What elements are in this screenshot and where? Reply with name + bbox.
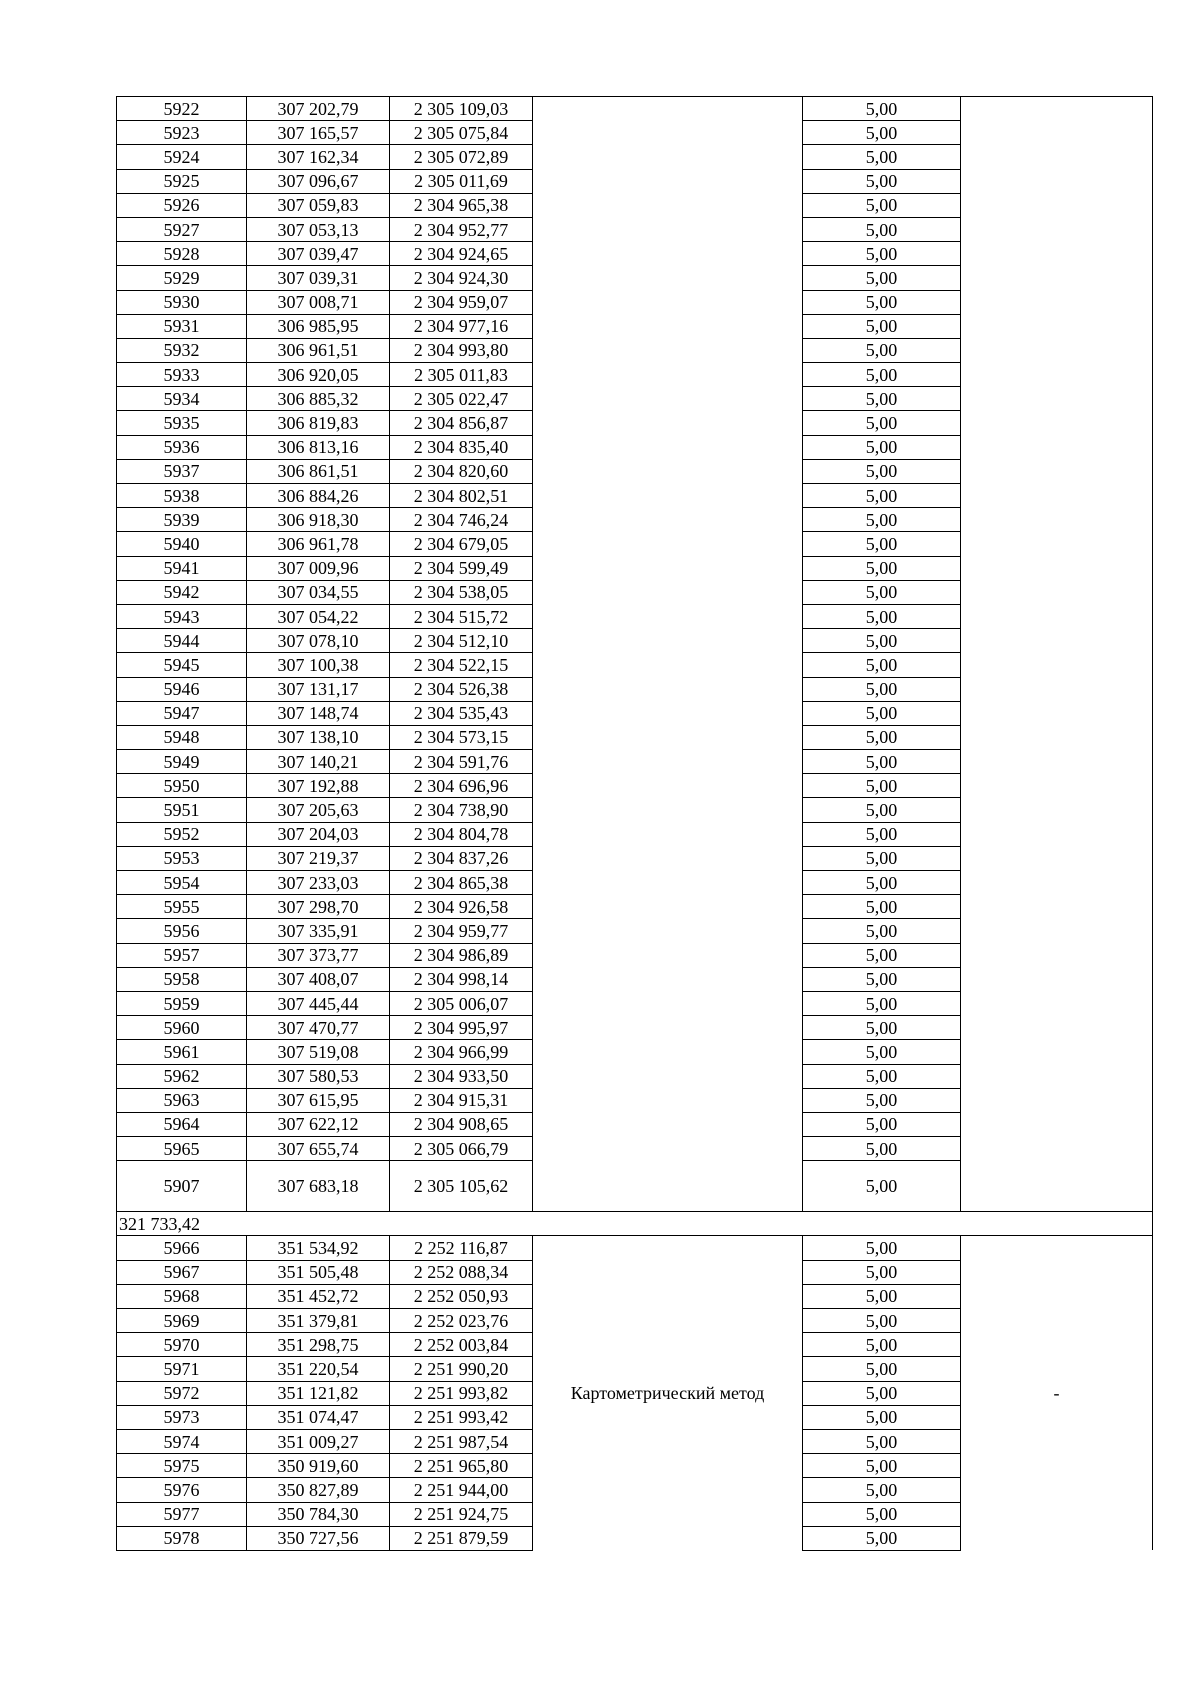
accuracy-cell: 5,00: [803, 242, 961, 266]
accuracy-cell: 5,00: [803, 169, 961, 193]
accuracy-cell: 5,00: [803, 217, 961, 241]
y-coordinate-cell: 2 304 966,99: [390, 1040, 533, 1064]
accuracy-cell: 5,00: [803, 1357, 961, 1381]
point-number-cell: 5964: [117, 1112, 247, 1136]
y-coordinate-cell: 2 251 990,20: [390, 1357, 533, 1381]
point-number-cell: 5973: [117, 1405, 247, 1429]
y-coordinate-cell: 2 251 993,82: [390, 1381, 533, 1405]
x-coordinate-cell: 306 885,32: [247, 387, 390, 411]
y-coordinate-cell: 2 304 696,96: [390, 774, 533, 798]
x-coordinate-cell: 307 096,67: [247, 169, 390, 193]
point-number-cell: 5943: [117, 604, 247, 628]
point-number-cell: 5969: [117, 1309, 247, 1333]
y-coordinate-cell: 2 304 993,80: [390, 338, 533, 362]
accuracy-cell: 5,00: [803, 1526, 961, 1550]
x-coordinate-cell: 351 505,48: [247, 1260, 390, 1284]
point-number-cell: 5960: [117, 1016, 247, 1040]
point-number-cell: 5936: [117, 435, 247, 459]
point-number-cell: 5939: [117, 508, 247, 532]
y-coordinate-cell: 2 304 526,38: [390, 677, 533, 701]
point-number-cell: 5977: [117, 1502, 247, 1526]
point-number-cell: 5938: [117, 484, 247, 508]
point-number-cell: 5968: [117, 1284, 247, 1308]
accuracy-cell: 5,00: [803, 991, 961, 1015]
x-coordinate-cell: 307 039,31: [247, 266, 390, 290]
y-coordinate-cell: 2 304 926,58: [390, 895, 533, 919]
point-number-cell: 5957: [117, 943, 247, 967]
accuracy-cell: 5,00: [803, 1161, 961, 1212]
x-coordinate-cell: 351 121,82: [247, 1381, 390, 1405]
y-coordinate-cell: 2 304 959,77: [390, 919, 533, 943]
accuracy-cell: 5,00: [803, 1088, 961, 1112]
point-number-cell: 5951: [117, 798, 247, 822]
x-coordinate-cell: 351 534,92: [247, 1236, 390, 1260]
y-coordinate-cell: 2 305 072,89: [390, 145, 533, 169]
x-coordinate-cell: 307 580,53: [247, 1064, 390, 1088]
point-number-cell: 5923: [117, 121, 247, 145]
x-coordinate-cell: 350 827,89: [247, 1478, 390, 1502]
x-coordinate-cell: 307 100,38: [247, 653, 390, 677]
x-coordinate-cell: 306 961,51: [247, 338, 390, 362]
y-coordinate-cell: 2 304 522,15: [390, 653, 533, 677]
accuracy-cell: 5,00: [803, 822, 961, 846]
accuracy-cell: 5,00: [803, 750, 961, 774]
point-number-cell: 5966: [117, 1236, 247, 1260]
x-coordinate-cell: 307 059,83: [247, 193, 390, 217]
point-number-cell: 5950: [117, 774, 247, 798]
y-coordinate-cell: 2 304 856,87: [390, 411, 533, 435]
accuracy-cell: 5,00: [803, 411, 961, 435]
y-coordinate-cell: 2 304 959,07: [390, 290, 533, 314]
accuracy-cell: 5,00: [803, 895, 961, 919]
point-number-cell: 5942: [117, 580, 247, 604]
accuracy-cell: 5,00: [803, 846, 961, 870]
point-number-cell: 5929: [117, 266, 247, 290]
point-number-cell: 5954: [117, 871, 247, 895]
x-coordinate-cell: 307 009,96: [247, 556, 390, 580]
x-coordinate-cell: 350 784,30: [247, 1502, 390, 1526]
point-number-cell: 5930: [117, 290, 247, 314]
y-coordinate-cell: 2 305 075,84: [390, 121, 533, 145]
x-coordinate-cell: 307 138,10: [247, 725, 390, 749]
accuracy-cell: 5,00: [803, 701, 961, 725]
x-coordinate-cell: 306 884,26: [247, 484, 390, 508]
y-coordinate-cell: 2 304 995,97: [390, 1016, 533, 1040]
point-number-cell: 5959: [117, 991, 247, 1015]
point-number-cell: 5953: [117, 846, 247, 870]
accuracy-cell: 5,00: [803, 266, 961, 290]
accuracy-cell: 5,00: [803, 1260, 961, 1284]
accuracy-cell: 5,00: [803, 943, 961, 967]
point-number-cell: 5975: [117, 1454, 247, 1478]
accuracy-cell: 5,00: [803, 1284, 961, 1308]
point-number-cell: 5945: [117, 653, 247, 677]
point-number-cell: 5940: [117, 532, 247, 556]
point-number-cell: 5934: [117, 387, 247, 411]
accuracy-cell: 5,00: [803, 653, 961, 677]
y-coordinate-cell: 2 304 924,65: [390, 242, 533, 266]
accuracy-cell: 5,00: [803, 1333, 961, 1357]
accuracy-cell: 5,00: [803, 193, 961, 217]
accuracy-cell: 5,00: [803, 556, 961, 580]
x-coordinate-cell: 307 373,77: [247, 943, 390, 967]
accuracy-cell: 5,00: [803, 871, 961, 895]
x-coordinate-cell: 351 379,81: [247, 1309, 390, 1333]
y-coordinate-cell: 2 305 006,07: [390, 991, 533, 1015]
x-coordinate-cell: 350 919,60: [247, 1454, 390, 1478]
y-coordinate-cell: 2 304 908,65: [390, 1112, 533, 1136]
y-coordinate-cell: 2 305 105,62: [390, 1161, 533, 1212]
x-coordinate-cell: 307 204,03: [247, 822, 390, 846]
y-coordinate-cell: 2 304 804,78: [390, 822, 533, 846]
y-coordinate-cell: 2 305 011,83: [390, 363, 533, 387]
accuracy-cell: 5,00: [803, 774, 961, 798]
accuracy-cell: 5,00: [803, 121, 961, 145]
point-number-cell: 5952: [117, 822, 247, 846]
point-number-cell: 5947: [117, 701, 247, 725]
accuracy-cell: 5,00: [803, 798, 961, 822]
point-number-cell: 5946: [117, 677, 247, 701]
point-number-cell: 5976: [117, 1478, 247, 1502]
accuracy-cell: 5,00: [803, 967, 961, 991]
accuracy-cell: 5,00: [803, 1236, 961, 1260]
point-number-cell: 5931: [117, 314, 247, 338]
x-coordinate-cell: 307 335,91: [247, 919, 390, 943]
y-coordinate-cell: 2 304 933,50: [390, 1064, 533, 1088]
accuracy-cell: 5,00: [803, 1112, 961, 1136]
accuracy-cell: 5,00: [803, 604, 961, 628]
x-coordinate-cell: 307 683,18: [247, 1161, 390, 1212]
x-coordinate-cell: 306 861,51: [247, 459, 390, 483]
x-coordinate-cell: 351 298,75: [247, 1333, 390, 1357]
point-number-cell: 5974: [117, 1429, 247, 1453]
x-coordinate-cell: 307 148,74: [247, 701, 390, 725]
point-number-cell: 5933: [117, 363, 247, 387]
accuracy-cell: 5,00: [803, 1137, 961, 1161]
point-number-cell: 5927: [117, 217, 247, 241]
y-coordinate-cell: 2 251 993,42: [390, 1405, 533, 1429]
y-coordinate-cell: 2 304 837,26: [390, 846, 533, 870]
x-coordinate-cell: 307 655,74: [247, 1137, 390, 1161]
accuracy-cell: 5,00: [803, 1309, 961, 1333]
point-number-cell: 5949: [117, 750, 247, 774]
point-number-cell: 5955: [117, 895, 247, 919]
x-coordinate-cell: 307 622,12: [247, 1112, 390, 1136]
x-coordinate-cell: 307 078,10: [247, 629, 390, 653]
x-coordinate-cell: 307 519,08: [247, 1040, 390, 1064]
y-coordinate-cell: 2 304 738,90: [390, 798, 533, 822]
accuracy-cell: 5,00: [803, 919, 961, 943]
accuracy-cell: 5,00: [803, 1502, 961, 1526]
x-coordinate-cell: 306 819,83: [247, 411, 390, 435]
x-coordinate-cell: 307 165,57: [247, 121, 390, 145]
point-number-cell: 5972: [117, 1381, 247, 1405]
y-coordinate-cell: 2 304 835,40: [390, 435, 533, 459]
point-number-cell: 5937: [117, 459, 247, 483]
x-coordinate-cell: 350 727,56: [247, 1526, 390, 1550]
y-coordinate-cell: 2 304 924,30: [390, 266, 533, 290]
point-number-cell: 5962: [117, 1064, 247, 1088]
y-coordinate-cell: 2 304 512,10: [390, 629, 533, 653]
y-coordinate-cell: 2 252 088,34: [390, 1260, 533, 1284]
y-coordinate-cell: 2 305 011,69: [390, 169, 533, 193]
accuracy-cell: 5,00: [803, 1405, 961, 1429]
accuracy-cell: 5,00: [803, 145, 961, 169]
note-cell: [961, 97, 1153, 1212]
point-number-cell: 5967: [117, 1260, 247, 1284]
x-coordinate-cell: 307 039,47: [247, 242, 390, 266]
point-number-cell: 5941: [117, 556, 247, 580]
x-coordinate-cell: 306 961,78: [247, 532, 390, 556]
point-number-cell: 5971: [117, 1357, 247, 1381]
x-coordinate-cell: 351 009,27: [247, 1429, 390, 1453]
x-coordinate-cell: 307 615,95: [247, 1088, 390, 1112]
coordinates-table: [116, 96, 1153, 1551]
y-coordinate-cell: 2 252 116,87: [390, 1236, 533, 1260]
y-coordinate-cell: 2 251 987,54: [390, 1429, 533, 1453]
y-coordinate-cell: 2 252 003,84: [390, 1333, 533, 1357]
y-coordinate-cell: 2 252 050,93: [390, 1284, 533, 1308]
y-coordinate-cell: 2 304 538,05: [390, 580, 533, 604]
y-coordinate-cell: 2 304 977,16: [390, 314, 533, 338]
accuracy-cell: 5,00: [803, 338, 961, 362]
x-coordinate-cell: 307 162,34: [247, 145, 390, 169]
point-number-cell: 5925: [117, 169, 247, 193]
point-number-cell: 5922: [117, 97, 247, 121]
y-coordinate-cell: 2 251 944,00: [390, 1478, 533, 1502]
y-coordinate-cell: 2 304 998,14: [390, 967, 533, 991]
y-coordinate-cell: 2 304 952,77: [390, 217, 533, 241]
accuracy-cell: 5,00: [803, 629, 961, 653]
y-coordinate-cell: 2 304 746,24: [390, 508, 533, 532]
x-coordinate-cell: 307 202,79: [247, 97, 390, 121]
accuracy-cell: 5,00: [803, 459, 961, 483]
y-coordinate-cell: 2 305 109,03: [390, 97, 533, 121]
x-coordinate-cell: 307 408,07: [247, 967, 390, 991]
accuracy-cell: 5,00: [803, 532, 961, 556]
x-coordinate-cell: 306 920,05: [247, 363, 390, 387]
accuracy-cell: 5,00: [803, 508, 961, 532]
accuracy-cell: 5,00: [803, 435, 961, 459]
y-coordinate-cell: 2 252 023,76: [390, 1309, 533, 1333]
point-number-cell: 5932: [117, 338, 247, 362]
x-coordinate-cell: 306 918,30: [247, 508, 390, 532]
x-coordinate-cell: 307 008,71: [247, 290, 390, 314]
x-coordinate-cell: 307 034,55: [247, 580, 390, 604]
x-coordinate-cell: 307 053,13: [247, 217, 390, 241]
note-cell: -: [961, 1236, 1153, 1550]
point-number-cell: 5958: [117, 967, 247, 991]
y-coordinate-cell: 2 304 535,43: [390, 701, 533, 725]
accuracy-cell: 5,00: [803, 1478, 961, 1502]
point-number-cell: 5944: [117, 629, 247, 653]
y-coordinate-cell: 2 251 879,59: [390, 1526, 533, 1550]
y-coordinate-cell: 2 304 802,51: [390, 484, 533, 508]
table-row: [117, 97, 1153, 121]
y-coordinate-cell: 2 304 515,72: [390, 604, 533, 628]
y-coordinate-cell: 2 304 820,60: [390, 459, 533, 483]
x-coordinate-cell: 307 233,03: [247, 871, 390, 895]
y-coordinate-cell: 2 305 066,79: [390, 1137, 533, 1161]
y-coordinate-cell: 2 304 965,38: [390, 193, 533, 217]
accuracy-cell: 5,00: [803, 677, 961, 701]
point-number-cell: 5928: [117, 242, 247, 266]
section-label: 321 733,42: [117, 1212, 1153, 1236]
y-coordinate-cell: 2 305 022,47: [390, 387, 533, 411]
y-coordinate-cell: 2 304 573,15: [390, 725, 533, 749]
point-number-cell: 5963: [117, 1088, 247, 1112]
accuracy-cell: 5,00: [803, 1381, 961, 1405]
accuracy-cell: 5,00: [803, 363, 961, 387]
table-row: [117, 1236, 1153, 1260]
accuracy-cell: 5,00: [803, 484, 961, 508]
point-number-cell: 5926: [117, 193, 247, 217]
point-number-cell: 5935: [117, 411, 247, 435]
x-coordinate-cell: 307 140,21: [247, 750, 390, 774]
x-coordinate-cell: 307 131,17: [247, 677, 390, 701]
x-coordinate-cell: 351 074,47: [247, 1405, 390, 1429]
point-number-cell: 5924: [117, 145, 247, 169]
x-coordinate-cell: 307 219,37: [247, 846, 390, 870]
point-number-cell: 5948: [117, 725, 247, 749]
x-coordinate-cell: 307 192,88: [247, 774, 390, 798]
point-number-cell: 5956: [117, 919, 247, 943]
accuracy-cell: 5,00: [803, 387, 961, 411]
y-coordinate-cell: 2 304 679,05: [390, 532, 533, 556]
accuracy-cell: 5,00: [803, 580, 961, 604]
accuracy-cell: 5,00: [803, 1016, 961, 1040]
x-coordinate-cell: 351 220,54: [247, 1357, 390, 1381]
section-row: [117, 1212, 1153, 1236]
point-number-cell: 5978: [117, 1526, 247, 1550]
y-coordinate-cell: 2 304 591,76: [390, 750, 533, 774]
y-coordinate-cell: 2 251 965,80: [390, 1454, 533, 1478]
x-coordinate-cell: 307 205,63: [247, 798, 390, 822]
accuracy-cell: 5,00: [803, 1454, 961, 1478]
point-number-cell: 5961: [117, 1040, 247, 1064]
x-coordinate-cell: 306 985,95: [247, 314, 390, 338]
table-body: [117, 97, 1153, 1551]
x-coordinate-cell: 307 470,77: [247, 1016, 390, 1040]
accuracy-cell: 5,00: [803, 725, 961, 749]
y-coordinate-cell: 2 304 986,89: [390, 943, 533, 967]
x-coordinate-cell: 351 452,72: [247, 1284, 390, 1308]
accuracy-cell: 5,00: [803, 1040, 961, 1064]
y-coordinate-cell: 2 304 865,38: [390, 871, 533, 895]
y-coordinate-cell: 2 304 915,31: [390, 1088, 533, 1112]
accuracy-cell: 5,00: [803, 97, 961, 121]
x-coordinate-cell: 306 813,16: [247, 435, 390, 459]
method-cell: [533, 97, 803, 1212]
accuracy-cell: 5,00: [803, 314, 961, 338]
point-number-cell: 5907: [117, 1161, 247, 1212]
point-number-cell: 5965: [117, 1137, 247, 1161]
y-coordinate-cell: 2 304 599,49: [390, 556, 533, 580]
x-coordinate-cell: 307 445,44: [247, 991, 390, 1015]
y-coordinate-cell: 2 251 924,75: [390, 1502, 533, 1526]
point-number-cell: 5970: [117, 1333, 247, 1357]
accuracy-cell: 5,00: [803, 1429, 961, 1453]
accuracy-cell: 5,00: [803, 1064, 961, 1088]
x-coordinate-cell: 307 054,22: [247, 604, 390, 628]
x-coordinate-cell: 307 298,70: [247, 895, 390, 919]
method-cell: Картометрический метод: [533, 1236, 803, 1550]
accuracy-cell: 5,00: [803, 290, 961, 314]
